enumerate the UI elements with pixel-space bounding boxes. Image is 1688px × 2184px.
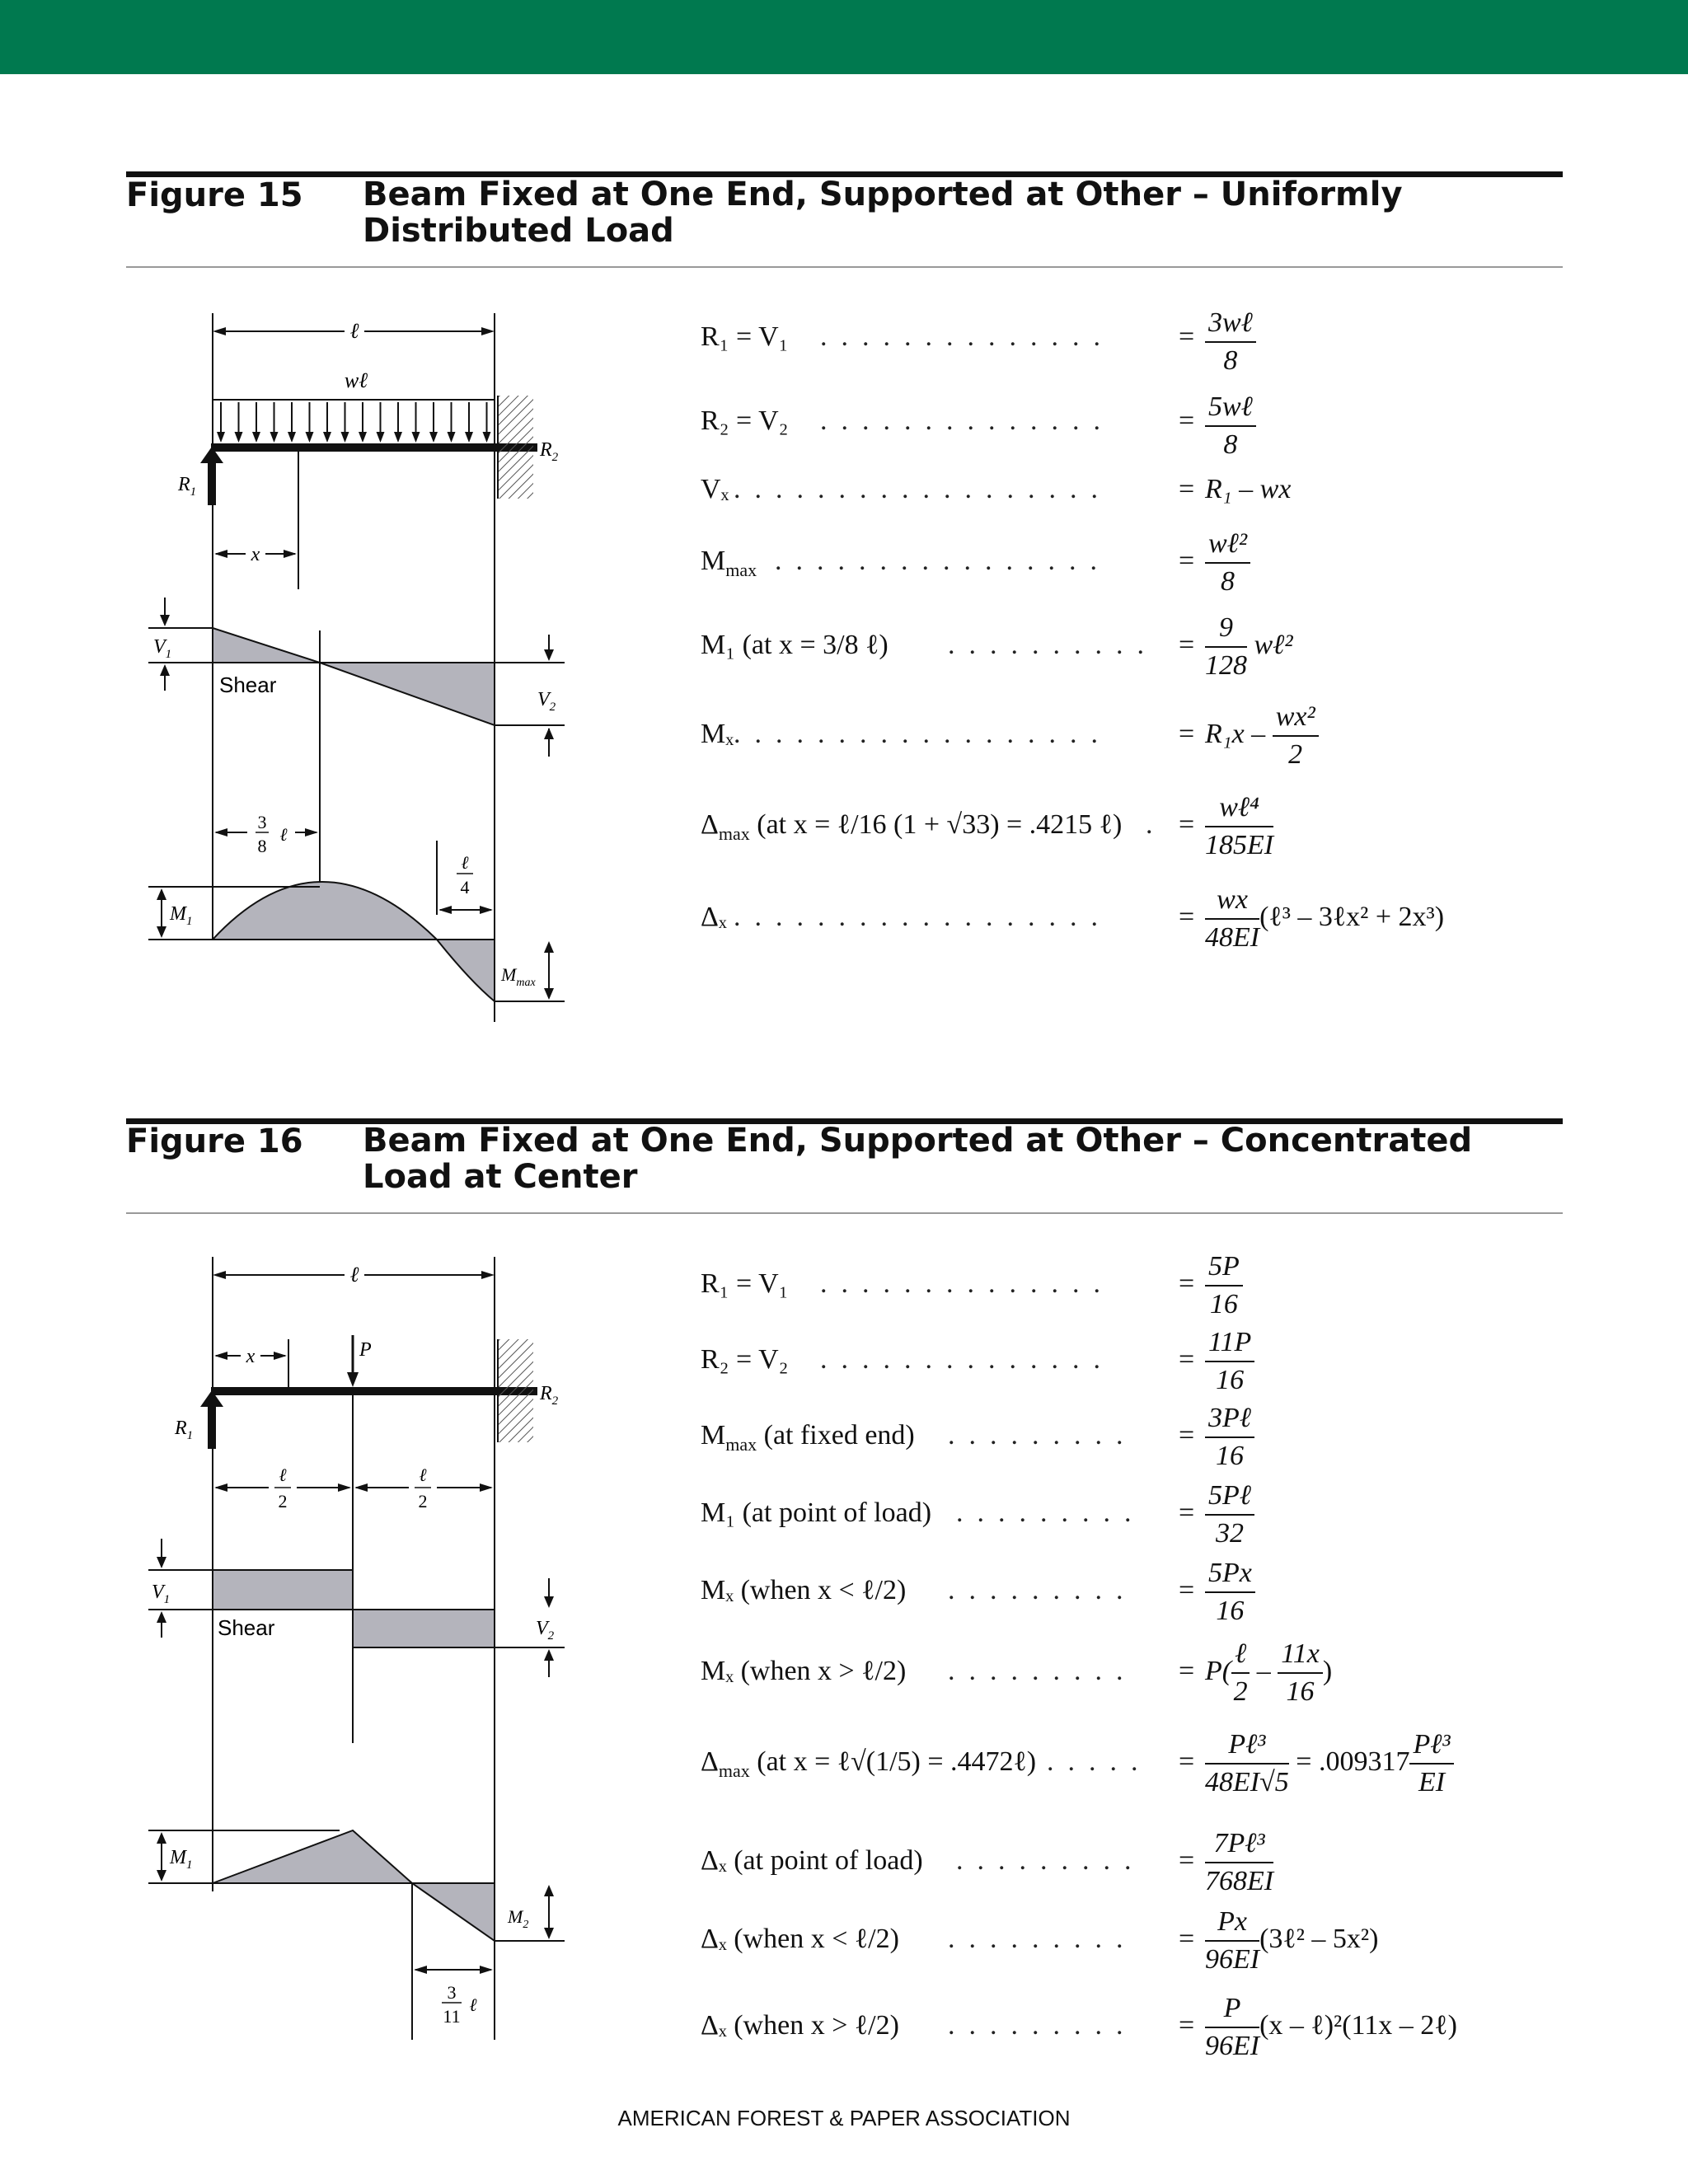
r1-label: $R_1$ [175, 1418, 194, 1442]
beam [211, 443, 537, 452]
shear-label: Shear [219, 673, 277, 697]
x-label: x [251, 544, 260, 565]
figure-15-title: Beam Fixed at One End, Supported at Other – Uniformly Distributed Load [363, 176, 1403, 250]
load-arrow-head [377, 432, 385, 443]
v1-label: $V_1$ [153, 636, 172, 661]
fixed-wall [499, 1339, 533, 1442]
frac-den: 8 [257, 836, 267, 856]
quarter-den: 4 [460, 877, 470, 898]
point-load-arrow [347, 1372, 359, 1387]
beam [211, 1387, 537, 1395]
load-arrow-head [288, 432, 296, 443]
figure-16-bottom-rule [126, 1212, 1563, 1214]
r2-label: $R_2$ [540, 439, 559, 464]
load-arrow-head [341, 432, 349, 443]
m2-label: $M_2$ [508, 1906, 529, 1931]
load-label: P [359, 1339, 372, 1361]
frac-ell: ℓ [279, 824, 288, 845]
fixed-wall [499, 396, 533, 499]
figure-16-label: Figure 16 [126, 1122, 303, 1160]
v1-label: $V_1$ [152, 1582, 171, 1606]
header-band [0, 0, 1688, 74]
load-arrow-head [448, 432, 456, 443]
quarter-num: ℓ [461, 852, 469, 873]
r1-label: $R_1$ [178, 474, 197, 499]
v2-label: $V_2$ [536, 1618, 555, 1643]
shear-diagram-positive [213, 1570, 353, 1610]
half-den-right: 2 [418, 1491, 428, 1511]
figure-15-diagram [124, 305, 585, 1022]
load-arrow-head [270, 432, 279, 443]
load-arrow-head [217, 432, 225, 443]
moment-diagram [213, 882, 495, 1001]
load-arrow-head [394, 432, 402, 443]
load-arrow-head [412, 432, 420, 443]
half-num-right: ℓ [419, 1465, 427, 1485]
shear-diagram-negative [353, 1610, 495, 1647]
shear-label: Shear [218, 1615, 275, 1640]
span-label: ℓ [349, 319, 359, 343]
load-arrow-head [252, 432, 260, 443]
frac-ell: ℓ [469, 1994, 477, 2015]
half-den-left: 2 [278, 1491, 288, 1511]
load-arrow-head [483, 432, 491, 443]
x-label: x [246, 1346, 256, 1367]
half-num-left: ℓ [279, 1465, 287, 1485]
load-arrow-head [323, 432, 331, 443]
footer: AMERICAN FOREST & PAPER ASSOCIATION [617, 2106, 1071, 2130]
frac-num: 3 [447, 1982, 457, 2003]
m1-label: $M_1$ [170, 1847, 193, 1872]
frac-den: 11 [443, 2006, 461, 2027]
load-arrow-head [429, 432, 438, 443]
frac-num: 3 [257, 812, 267, 832]
v2-label: $V_2$ [537, 689, 556, 714]
load-label: wℓ [344, 368, 368, 392]
figure-15-bottom-rule [126, 266, 1563, 268]
moment-diagram [213, 1830, 495, 1941]
mmax-label: $M_{max}$ [501, 964, 536, 989]
figure-16-diagram [124, 1249, 585, 2040]
load-arrow-head [465, 432, 473, 443]
figure-16-title: Beam Fixed at One End, Supported at Other – Concentrated Load at Center [363, 1122, 1473, 1196]
load-arrow-head [306, 432, 314, 443]
r2-label: $R_2$ [540, 1383, 559, 1408]
figure-15-label: Figure 15 [126, 176, 303, 214]
load-arrow-head [359, 432, 367, 443]
load-arrow-head [235, 432, 243, 443]
m1-label: $M_1$ [170, 903, 193, 928]
span-label: ℓ [349, 1263, 359, 1286]
